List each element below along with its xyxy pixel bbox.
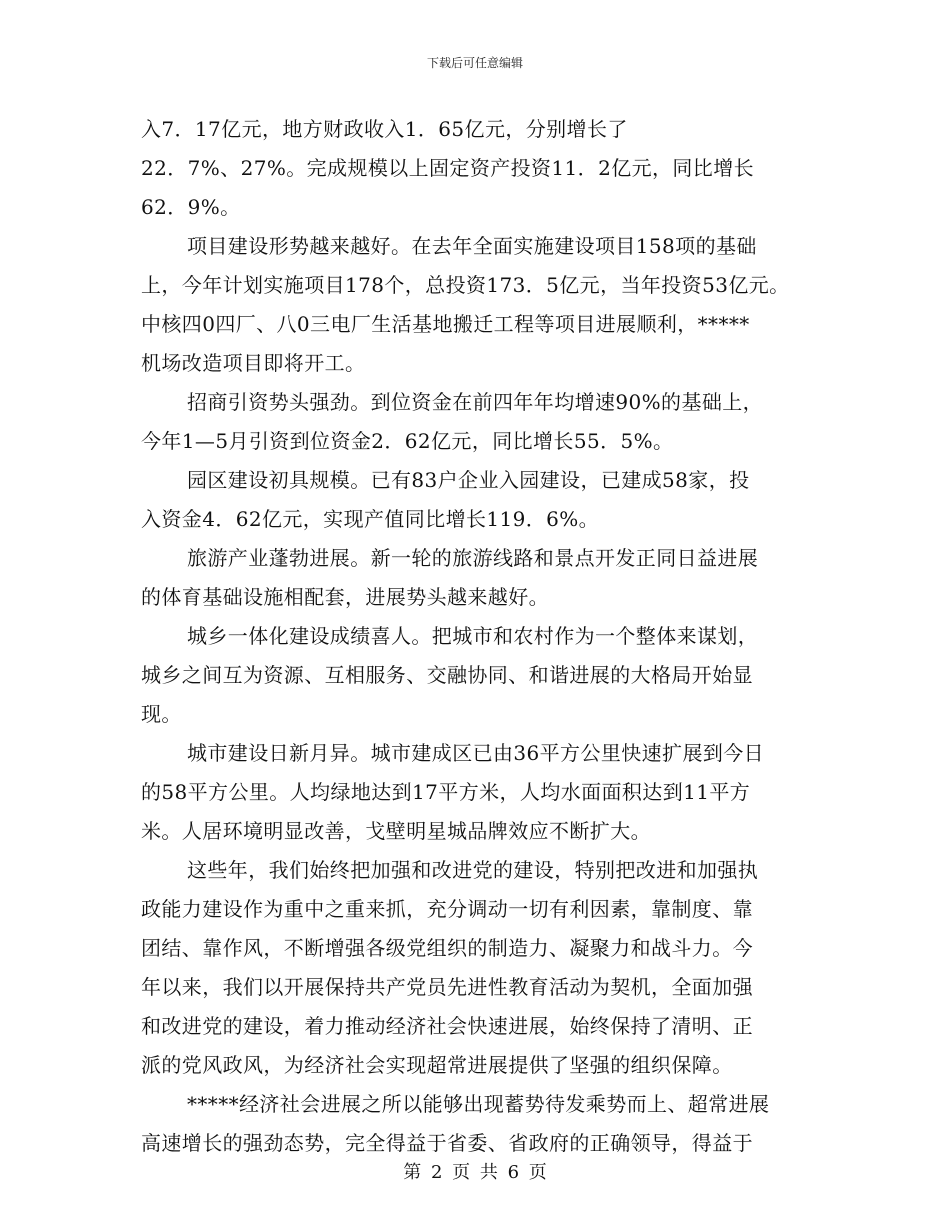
body-line: 和改进党的建设，着力推动经济社会快速进展，始终保持了清明、正 (141, 1014, 753, 1038)
body-line: 现。 (141, 702, 182, 726)
paragraph-start-urban-rural: 城乡一体化建设成绩喜人。把城市和农村作为一个整体来谋划， (187, 624, 759, 648)
document-body (141, 113, 813, 1160)
body-line: 今年1—5月引资到位资金2．62亿元，同比增长55．5%。 (141, 429, 674, 453)
body-line: 62．9%。 (141, 195, 241, 219)
body-line: 政能力建设作为重中之重来抓，充分调动一切有利因素，靠制度、靠 (141, 897, 753, 921)
paragraph-start-industrial-park: 园区建设初具规模。已有83户企业入园建设，已建成58家，投 (187, 468, 750, 492)
body-line: 高速增长的强劲态势，完全得益于省委、省政府的正确领导，得益于 (141, 1131, 753, 1155)
body-line: 派的党风政风，为经济社会实现超常进展提供了坚强的组织保障。 (141, 1053, 733, 1077)
paragraph-start-party-building: 这些年，我们始终把加强和改进党的建设，特别把改进和加强执 (187, 858, 759, 882)
body-line: 中核四0四厂、八0三电厂生活基地搬迁工程等项目进展顺利，***** (141, 312, 750, 336)
body-line: 入资金4．62亿元，实现产值同比增长119．6%。 (141, 507, 600, 531)
body-line: 机场改造项目即将开工。 (141, 351, 366, 375)
paragraph-start-investment: 招商引资势头强劲。到位资金在前四年年均增速90%的基础上， (187, 390, 764, 414)
body-line: 22．7%、27%。完成规模以上固定资产投资11．2亿元，同比增长 (141, 156, 755, 180)
paragraph-start-tourism: 旅游产业蓬勃进展。新一轮的旅游线路和景点开发正同日益进展 (187, 546, 759, 570)
page-number: 第 2 页 共 6 页 (403, 1162, 547, 1183)
body-line: 城乡之间互为资源、互相服务、交融协同、和谐进展的大格局开始显 (141, 663, 753, 687)
paragraph-start-city-construction: 城市建设日新月异。城市建成区已由36平方公里快速扩展到今日 (187, 741, 765, 765)
paragraph-start-development-summary: *****经济社会进展之所以能够出现蓄势待发乘势而上、超常进展 (187, 1092, 770, 1116)
paragraph-start-project-construction: 项目建设形势越来越好。在去年全面实施建设项目158项的基础 (187, 234, 757, 258)
body-line: 团结、靠作风，不断增强各级党组织的制造力、凝聚力和战斗力。今 (141, 936, 753, 960)
body-line: 的体育基础设施相配套，进展势头越来越好。 (141, 585, 549, 609)
body-line: 米。人居环境明显改善，戈壁明星城品牌效应不断扩大。 (141, 819, 651, 843)
body-line: 年以来，我们以开展保持共产党员先进性教育活动为契机，全面加强 (141, 975, 753, 999)
body-line: 上，今年计划实施项目178个，总投资173．5亿元，当年投资53亿元。 (141, 273, 790, 297)
header-note: 下载后可任意编辑 (426, 56, 523, 70)
body-line: 的58平方公里。人均绿地达到17平方米，人均水面面积达到11平方 (141, 780, 751, 804)
body-line: 入7．17亿元，地方财政收入1．65亿元，分别增长了 (141, 117, 628, 141)
